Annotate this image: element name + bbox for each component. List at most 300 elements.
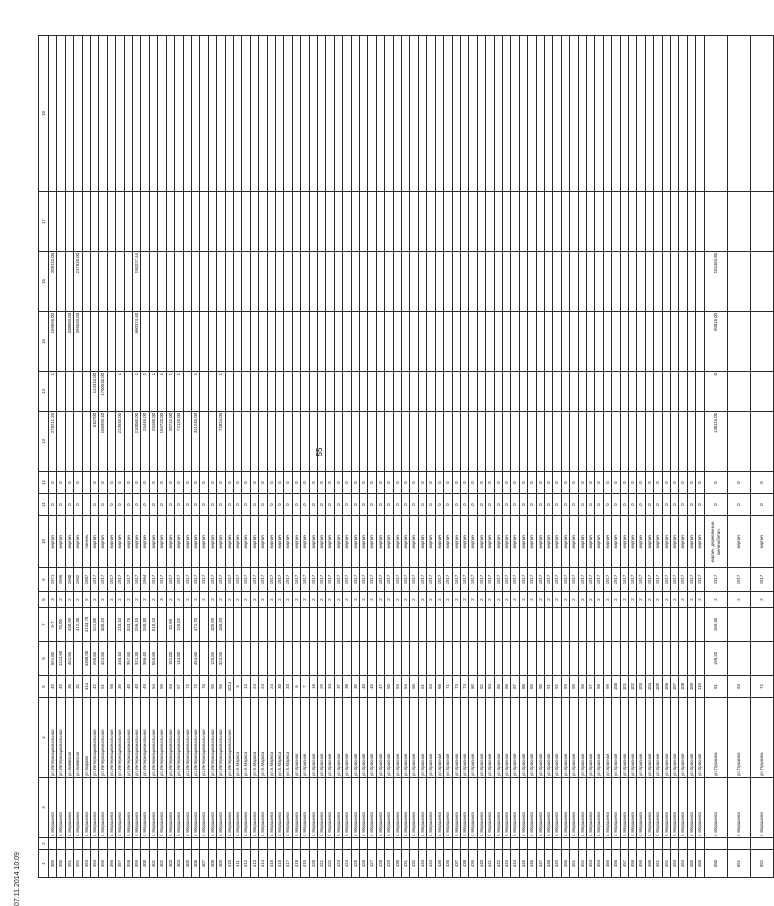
table-row bbox=[275, 36, 283, 878]
table-cell-col-14 bbox=[385, 372, 393, 412]
table-cell-col-9: 1917 bbox=[511, 568, 519, 592]
table-cell-col-9: 1917 bbox=[687, 568, 695, 592]
table-cell-col-1: 398 bbox=[124, 850, 132, 878]
table-cell-col-9: 1917 bbox=[183, 568, 191, 592]
table-cell-col-8: 2 bbox=[402, 592, 410, 608]
table-cell-col-17 bbox=[141, 192, 149, 252]
table-cell-col-7: 471,70 bbox=[191, 608, 199, 642]
table-cell-col-1: 650 bbox=[704, 850, 727, 878]
table-cell-col-1: 440 bbox=[477, 850, 485, 878]
table-cell-col-12: 0 bbox=[704, 472, 727, 494]
table-cell-col-18 bbox=[528, 36, 536, 192]
table-cell-col-6 bbox=[620, 642, 628, 676]
table-cell-col-12: 0 bbox=[149, 472, 157, 494]
table-cell-col-9: 1917 bbox=[242, 568, 250, 592]
table-cell-col-14 bbox=[65, 372, 73, 412]
table-cell-col-4: ул.Киевская bbox=[65, 698, 73, 778]
table-cell-col-15 bbox=[561, 312, 569, 372]
table-cell-col-9: 1917 bbox=[750, 568, 773, 592]
table-cell-col-4: ул.Интернациональная bbox=[175, 698, 183, 778]
table-cell-col-18 bbox=[91, 36, 99, 192]
table-cell-col-5: 7 bbox=[301, 676, 309, 698]
table-cell-col-4: ул.Красная bbox=[595, 698, 603, 778]
table-cell-col-1: 418 bbox=[292, 850, 300, 878]
table-cell-col-18 bbox=[166, 36, 174, 192]
table-cell-col-15 bbox=[116, 312, 124, 372]
table-cell-col-4: ул.Красная bbox=[654, 698, 662, 778]
table-cell-col-16 bbox=[469, 252, 477, 312]
table-cell-col-7 bbox=[696, 608, 704, 642]
table-cell-col-11: 0 bbox=[511, 494, 519, 516]
table-cell-col-6: 454,60 bbox=[191, 642, 199, 676]
table-cell-col-5: 51 bbox=[99, 676, 107, 698]
table-cell-col-12: 0 bbox=[385, 472, 393, 494]
table-row bbox=[318, 36, 326, 878]
table-cell-col-7 bbox=[351, 608, 359, 642]
table-cell-col-15 bbox=[679, 312, 687, 372]
table-cell-col-4: ул.Пушкина bbox=[727, 698, 750, 778]
table-cell-col-11: 0 bbox=[267, 494, 275, 516]
table-cell-col-8: 2 bbox=[570, 592, 578, 608]
table-cell-col-6: 151,00 bbox=[166, 642, 174, 676]
table-cell-col-10: кирпич bbox=[376, 516, 384, 568]
table-cell-col-3: г. Моршанск bbox=[326, 778, 334, 838]
table-cell-col-7 bbox=[292, 608, 300, 642]
table-cell-col-15 bbox=[477, 312, 485, 372]
table-cell-col-5: 50 bbox=[385, 676, 393, 698]
table-cell-col-18 bbox=[578, 36, 586, 192]
table-cell-col-18 bbox=[74, 36, 82, 192]
table-cell-col-4: ул.Красная bbox=[402, 698, 410, 778]
table-cell-col-12: 0 bbox=[620, 472, 628, 494]
table-cell-col-7: 333,76 bbox=[124, 608, 132, 642]
table-cell-col-9: 1917 bbox=[166, 568, 174, 592]
table-cell-col-11: 0 bbox=[116, 494, 124, 516]
table-cell-col-17 bbox=[561, 192, 569, 252]
table-cell-col-2 bbox=[687, 838, 695, 850]
table-cell-col-2 bbox=[107, 838, 115, 850]
table-cell-col-15 bbox=[637, 312, 645, 372]
table-cell-col-7 bbox=[158, 608, 166, 642]
table-cell-col-16 bbox=[435, 252, 443, 312]
table-cell-col-11: 0 bbox=[208, 494, 216, 516]
table-cell-col-17 bbox=[519, 192, 527, 252]
table-cell-col-4: ул.Красная bbox=[519, 698, 527, 778]
table-cell-col-3: г. Моршанск bbox=[385, 778, 393, 838]
table-cell-col-16: 102483,80 bbox=[704, 252, 727, 312]
table-row bbox=[284, 36, 292, 878]
table-cell-col-17 bbox=[528, 192, 536, 252]
table-cell-col-1: 444 bbox=[511, 850, 519, 878]
table-cell-col-13 bbox=[309, 412, 317, 472]
table-cell-col-14 bbox=[183, 372, 191, 412]
table-cell-col-17 bbox=[158, 192, 166, 252]
table-cell-col-3: г. Моршанск bbox=[208, 778, 216, 838]
table-cell-col-6 bbox=[376, 642, 384, 676]
table-cell-col-18 bbox=[259, 36, 267, 192]
table-cell-col-4: ул.Красная bbox=[368, 698, 376, 778]
table-cell-col-6: 125,85 bbox=[208, 642, 216, 676]
table-cell-col-1: 431 bbox=[402, 850, 410, 878]
table-cell-col-4: ул.Красная bbox=[452, 698, 460, 778]
table-cell-col-2 bbox=[166, 838, 174, 850]
table-row bbox=[561, 36, 569, 878]
table-cell-col-17 bbox=[486, 192, 494, 252]
table-cell-col-8: 2 bbox=[679, 592, 687, 608]
table-cell-col-9: 1917 bbox=[158, 568, 166, 592]
table-cell-col-4: ул.К.Маркса bbox=[284, 698, 292, 778]
table-cell-col-1: 452 bbox=[578, 850, 586, 878]
table-cell-col-13 bbox=[687, 412, 695, 472]
table-cell-col-11: 0 bbox=[578, 494, 586, 516]
table-cell-col-9: 1917 bbox=[292, 568, 300, 592]
table-cell-col-5: 88 bbox=[519, 676, 527, 698]
table-row bbox=[57, 36, 65, 878]
table-cell-col-2 bbox=[200, 838, 208, 850]
table-cell-col-12: 0 bbox=[469, 472, 477, 494]
table-cell-col-8: 2 bbox=[536, 592, 544, 608]
table-row bbox=[326, 36, 334, 878]
table-cell-col-15 bbox=[662, 312, 670, 372]
table-cell-col-4: ул.Красная bbox=[309, 698, 317, 778]
table-cell-col-16 bbox=[175, 252, 183, 312]
table-cell-col-15 bbox=[368, 312, 376, 372]
table-cell-col-16 bbox=[259, 252, 267, 312]
table-cell-col-10: кирпич bbox=[410, 516, 418, 568]
table-cell-col-11: 0 bbox=[360, 494, 368, 516]
table-cell-col-13 bbox=[679, 412, 687, 472]
table-cell-col-2 bbox=[242, 838, 250, 850]
table-cell-col-10: кирпич bbox=[149, 516, 157, 568]
table-cell-col-18 bbox=[334, 36, 342, 192]
table-cell-col-1: 427 bbox=[368, 850, 376, 878]
table-cell-col-15 bbox=[570, 312, 578, 372]
table-cell-col-3: г. Моршанск bbox=[679, 778, 687, 838]
table-cell-col-13 bbox=[477, 412, 485, 472]
table-cell-col-7 bbox=[460, 608, 468, 642]
table-cell-col-7 bbox=[494, 608, 502, 642]
table-cell-col-5: 72 bbox=[750, 676, 773, 698]
table-cell-col-17 bbox=[191, 192, 199, 252]
table-row bbox=[629, 36, 637, 878]
table-cell-col-1: 404 bbox=[175, 850, 183, 878]
table-cell-col-16 bbox=[727, 252, 750, 312]
table-cell-col-17 bbox=[460, 192, 468, 252]
table-cell-col-10: кирпич bbox=[351, 516, 359, 568]
table-cell-col-18 bbox=[662, 36, 670, 192]
table-cell-col-17 bbox=[200, 192, 208, 252]
table-cell-col-9: 1917 bbox=[595, 568, 603, 592]
table-cell-col-6 bbox=[292, 642, 300, 676]
table-row bbox=[158, 36, 166, 878]
table-cell-col-4: ул.Пушкина bbox=[704, 698, 727, 778]
table-cell-col-16 bbox=[183, 252, 191, 312]
table-cell-col-13 bbox=[494, 412, 502, 472]
table-cell-col-7 bbox=[444, 608, 452, 642]
table-cell-col-4: ул.Интернациональная bbox=[183, 698, 191, 778]
table-cell-col-14 bbox=[233, 372, 241, 412]
table-cell-col-14 bbox=[309, 372, 317, 412]
table-cell-col-10: кирпич bbox=[671, 516, 679, 568]
table-cell-col-4: ул.Интернациональная bbox=[217, 698, 225, 778]
table-cell-col-5: 33 bbox=[284, 676, 292, 698]
table-cell-col-5: 67 bbox=[175, 676, 183, 698]
table-cell-col-6: 321,30 bbox=[133, 642, 141, 676]
table-cell-col-8: 2 bbox=[318, 592, 326, 608]
table-cell-col-14 bbox=[494, 372, 502, 412]
table-cell-col-16 bbox=[679, 252, 687, 312]
table-row bbox=[528, 36, 536, 878]
table-cell-col-8: 2 bbox=[671, 592, 679, 608]
table-cell-col-3: г. Моршанск bbox=[511, 778, 519, 838]
table-cell-col-18 bbox=[326, 36, 334, 192]
table-cell-col-4: ул.Красная bbox=[502, 698, 510, 778]
table-cell-col-11: 0 bbox=[502, 494, 510, 516]
table-cell-col-2 bbox=[334, 838, 342, 850]
table-cell-col-11: 0 bbox=[587, 494, 595, 516]
table-row bbox=[250, 36, 258, 878]
table-cell-col-2 bbox=[486, 838, 494, 850]
table-cell-col-14 bbox=[360, 372, 368, 412]
table-cell-col-6 bbox=[671, 642, 679, 676]
table-cell-col-8: 2 bbox=[385, 592, 393, 608]
table-cell-col-12: 0 bbox=[528, 472, 536, 494]
table-cell-col-15 bbox=[727, 312, 750, 372]
table-row bbox=[166, 36, 174, 878]
table-cell-col-3: г. Моршанск bbox=[242, 778, 250, 838]
table-cell-col-11: 0 bbox=[233, 494, 241, 516]
table-cell-col-8: 2 bbox=[750, 592, 773, 608]
table-cell-col-10: кирпич bbox=[284, 516, 292, 568]
table-cell-col-12: 0 bbox=[284, 472, 292, 494]
table-cell-col-3: г. Моршанск bbox=[671, 778, 679, 838]
table-row bbox=[418, 36, 426, 878]
table-cell-col-17 bbox=[502, 192, 510, 252]
table-cell-col-8: 2 bbox=[502, 592, 510, 608]
table-cell-col-2 bbox=[250, 838, 258, 850]
table-cell-col-4: ул.Красная bbox=[334, 698, 342, 778]
table-cell-col-18 bbox=[318, 36, 326, 192]
table-cell-col-17 bbox=[570, 192, 578, 252]
table-cell-col-8: 2 bbox=[612, 592, 620, 608]
table-cell-col-18 bbox=[284, 36, 292, 192]
table-row bbox=[645, 36, 653, 878]
table-cell-col-15 bbox=[225, 312, 233, 372]
table-cell-col-3: г. Моршанск bbox=[561, 778, 569, 838]
table-cell-col-11: 0 bbox=[687, 494, 695, 516]
table-cell-col-14 bbox=[301, 372, 309, 412]
table-cell-col-12: 0 bbox=[553, 472, 561, 494]
table-cell-col-1: 446 bbox=[528, 850, 536, 878]
table-cell-col-10: кирпич bbox=[696, 516, 704, 568]
table-cell-col-5: 66 bbox=[435, 676, 443, 698]
table-cell-col-18 bbox=[301, 36, 309, 192]
table-cell-col-10: кирпич bbox=[99, 516, 107, 568]
table-cell-col-5: 93 bbox=[561, 676, 569, 698]
table-cell-col-6 bbox=[385, 642, 393, 676]
table-cell-col-7 bbox=[595, 608, 603, 642]
table-cell-col-3: г. Моршанск bbox=[183, 778, 191, 838]
table-cell-col-3: г. Моршанск bbox=[74, 778, 82, 838]
table-cell-col-9: 1987 bbox=[82, 568, 90, 592]
table-cell-col-5: 47 bbox=[376, 676, 384, 698]
table-cell-col-14 bbox=[418, 372, 426, 412]
table-cell-col-12: 0 bbox=[242, 472, 250, 494]
table-cell-col-1: 415 bbox=[267, 850, 275, 878]
table-cell-col-10: кирпич bbox=[166, 516, 174, 568]
table-cell-col-10: кирпич bbox=[587, 516, 595, 568]
table-cell-col-7 bbox=[233, 608, 241, 642]
table-cell-col-14 bbox=[528, 372, 536, 412]
table-cell-col-8: 2 bbox=[217, 592, 225, 608]
table-cell-col-16 bbox=[158, 252, 166, 312]
table-cell-col-1: 434 bbox=[427, 850, 435, 878]
table-cell-col-4: ул.Красная bbox=[427, 698, 435, 778]
table-cell-col-9: 1917 bbox=[250, 568, 258, 592]
table-cell-col-7: 105,90 bbox=[208, 608, 216, 642]
table-cell-col-6 bbox=[750, 642, 773, 676]
table-cell-col-14 bbox=[750, 372, 773, 412]
table-row bbox=[183, 36, 191, 878]
table-cell-col-16 bbox=[519, 252, 527, 312]
table-cell-col-6 bbox=[645, 642, 653, 676]
table-cell-col-18 bbox=[469, 36, 477, 192]
table-cell-col-15 bbox=[360, 312, 368, 372]
table-cell-col-1: 464 bbox=[679, 850, 687, 878]
housing-register-table bbox=[38, 35, 774, 878]
table-cell-col-9: 1917 bbox=[460, 568, 468, 592]
table-row bbox=[385, 36, 393, 878]
table-cell-col-11: 0 bbox=[603, 494, 611, 516]
table-cell-col-6 bbox=[259, 642, 267, 676]
table-cell-col-6: 591,80 bbox=[49, 642, 57, 676]
table-cell-col-12: 0 bbox=[49, 472, 57, 494]
table-cell-col-9: 1917 bbox=[452, 568, 460, 592]
table-cell-col-3: г. Моршанск bbox=[727, 778, 750, 838]
table-cell-col-10: кирпич bbox=[217, 516, 225, 568]
table-cell-col-12: 0 bbox=[595, 472, 603, 494]
table-cell-col-6 bbox=[393, 642, 401, 676]
table-cell-col-18 bbox=[452, 36, 460, 192]
table-cell-col-3: г. Моршанск bbox=[637, 778, 645, 838]
table-cell-col-18 bbox=[124, 36, 132, 192]
table-cell-col-11: 0 bbox=[301, 494, 309, 516]
table-cell-col-8: 2 bbox=[486, 592, 494, 608]
table-cell-col-5: 103 bbox=[637, 676, 645, 698]
table-cell-col-16 bbox=[116, 252, 124, 312]
table-cell-col-11: 0 bbox=[175, 494, 183, 516]
table-cell-col-6 bbox=[502, 642, 510, 676]
table-cell-col-7 bbox=[326, 608, 334, 642]
table-cell-col-8: 2 bbox=[435, 592, 443, 608]
table-cell-col-8: 2 bbox=[200, 592, 208, 608]
table-cell-col-12: 0 bbox=[750, 472, 773, 494]
table-cell-col-15 bbox=[326, 312, 334, 372]
table-cell-col-14 bbox=[511, 372, 519, 412]
table-cell-col-9: 1917 bbox=[494, 568, 502, 592]
table-cell-col-14 bbox=[637, 372, 645, 412]
table-cell-col-7: 160,20 bbox=[217, 608, 225, 642]
table-cell-col-4: ул.Интернациональная bbox=[166, 698, 174, 778]
table-cell-col-13 bbox=[74, 412, 82, 472]
table-cell-col-18 bbox=[511, 36, 519, 192]
table-cell-col-15 bbox=[200, 312, 208, 372]
table-cell-col-3: г. Моршанск bbox=[49, 778, 57, 838]
table-cell-col-11: 0 bbox=[444, 494, 452, 516]
table-cell-col-5: 45 bbox=[57, 676, 65, 698]
table-cell-col-18 bbox=[107, 36, 115, 192]
table-cell-col-15 bbox=[460, 312, 468, 372]
table-cell-col-17 bbox=[360, 192, 368, 252]
table-cell-col-17 bbox=[133, 192, 141, 252]
table-cell-col-2 bbox=[116, 838, 124, 850]
table-cell-col-13 bbox=[629, 412, 637, 472]
table-cell-col-16 bbox=[402, 252, 410, 312]
table-row bbox=[671, 36, 679, 878]
table-cell-col-15 bbox=[435, 312, 443, 372]
table-cell-col-16 bbox=[233, 252, 241, 312]
table-cell-col-12: 0 bbox=[687, 472, 695, 494]
table-cell-col-7 bbox=[368, 608, 376, 642]
table-cell-col-12: 0 bbox=[292, 472, 300, 494]
table-cell-col-7 bbox=[477, 608, 485, 642]
table-cell-col-5: 89 bbox=[528, 676, 536, 698]
table-cell-col-2 bbox=[578, 838, 586, 850]
table-cell-col-12: 0 bbox=[410, 472, 418, 494]
table-cell-col-8: 2 bbox=[578, 592, 586, 608]
table-cell-col-12: 0 bbox=[250, 472, 258, 494]
table-cell-col-11: 0 bbox=[57, 494, 65, 516]
table-cell-col-15 bbox=[82, 312, 90, 372]
table-cell-col-8: 2 bbox=[360, 592, 368, 608]
table-cell-col-6 bbox=[544, 642, 552, 676]
table-cell-col-11: 0 bbox=[679, 494, 687, 516]
table-cell-col-9: 1917 bbox=[107, 568, 115, 592]
table-cell-col-12: 0 bbox=[65, 472, 73, 494]
table-cell-col-12: 0 bbox=[217, 472, 225, 494]
table-cell-col-14: 1 bbox=[175, 372, 183, 412]
table-cell-col-12: 0 bbox=[74, 472, 82, 494]
table-cell-col-13 bbox=[536, 412, 544, 472]
table-cell-col-15 bbox=[595, 312, 603, 372]
table-cell-col-2 bbox=[158, 838, 166, 850]
table-cell-col-18 bbox=[200, 36, 208, 192]
table-cell-col-13 bbox=[595, 412, 603, 472]
table-cell-col-12: 0 bbox=[587, 472, 595, 494]
table-cell-col-3: г. Моршанск bbox=[141, 778, 149, 838]
table-cell-col-1: 439 bbox=[469, 850, 477, 878]
table-cell-col-18 bbox=[696, 36, 704, 192]
table-cell-col-9: 1917 bbox=[334, 568, 342, 592]
table-cell-col-17 bbox=[645, 192, 653, 252]
table-row bbox=[368, 36, 376, 878]
table-cell-col-8: 2 bbox=[687, 592, 695, 608]
table-cell-col-18 bbox=[141, 36, 149, 192]
table-row bbox=[662, 36, 670, 878]
table-cell-col-9: 1917 bbox=[502, 568, 510, 592]
table-cell-col-15 bbox=[654, 312, 662, 372]
table-cell-col-15: 395520,00 bbox=[74, 312, 82, 372]
table-cell-col-8: 2 bbox=[561, 592, 569, 608]
table-cell-col-4: ул.Красная bbox=[343, 698, 351, 778]
table-cell-col-13: 210060,00 bbox=[133, 412, 141, 472]
table-cell-col-3: г. Моршанск bbox=[107, 778, 115, 838]
table-cell-col-16 bbox=[217, 252, 225, 312]
table-cell-col-17 bbox=[595, 192, 603, 252]
table-cell-col-17 bbox=[57, 192, 65, 252]
table-cell-col-7 bbox=[318, 608, 326, 642]
table-cell-col-13 bbox=[435, 412, 443, 472]
